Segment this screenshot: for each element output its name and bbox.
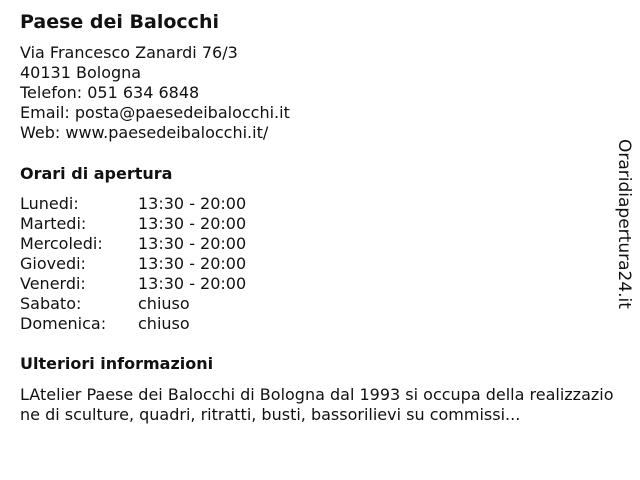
email-line: Email: posta@paesedeibalocchi.it (20, 103, 290, 122)
hours-time: 13:30 - 20:00 (138, 214, 247, 233)
business-name: Paese dei Balocchi (20, 11, 219, 33)
hours-time: chiuso (138, 294, 190, 313)
hours-row-thursday (20, 254, 246, 274)
hours-row-friday (20, 274, 246, 294)
hours-day: Lunedi: (20, 194, 79, 213)
site-watermark: Oraridiapertura24.it (614, 139, 634, 309)
web-line: Web: www.paesedeibalocchi.it/ (20, 123, 269, 142)
opening-hours-table (20, 194, 246, 334)
hours-day: Sabato: (20, 294, 82, 313)
hours-row-saturday (20, 294, 246, 314)
contact-block (20, 43, 290, 143)
hours-day: Mercoledi: (20, 234, 103, 253)
hours-row-sunday (20, 314, 246, 334)
hours-time: 13:30 - 20:00 (138, 254, 247, 273)
hours-row-wednesday (20, 234, 246, 254)
hours-time: 13:30 - 20:00 (138, 194, 247, 213)
hours-time: chiuso (138, 314, 190, 333)
hours-time: 13:30 - 20:00 (138, 234, 247, 253)
hours-day: Martedi: (20, 214, 87, 233)
further-info-text: LAtelier Paese dei Balocchi di Bologna dal 1993 si occupa della realizzazione di sculture, quadri, ritratti, busti, bassorilievi su commissi... (20, 385, 614, 424)
further-info-heading: Ulteriori informazioni (20, 354, 214, 373)
hours-day: Venerdi: (20, 274, 86, 293)
hours-row-tuesday (20, 214, 246, 234)
address-street: Via Francesco Zanardi 76/3 (20, 43, 238, 62)
hours-day: Domenica: (20, 314, 107, 333)
phone-line: Telefon: 051 634 6848 (20, 83, 200, 102)
hours-time: 13:30 - 20:00 (138, 274, 247, 293)
hours-day: Giovedi: (20, 254, 86, 273)
hours-row-monday (20, 194, 246, 214)
address-city: 40131 Bologna (20, 63, 142, 82)
opening-hours-heading: Orari di apertura (20, 164, 173, 183)
